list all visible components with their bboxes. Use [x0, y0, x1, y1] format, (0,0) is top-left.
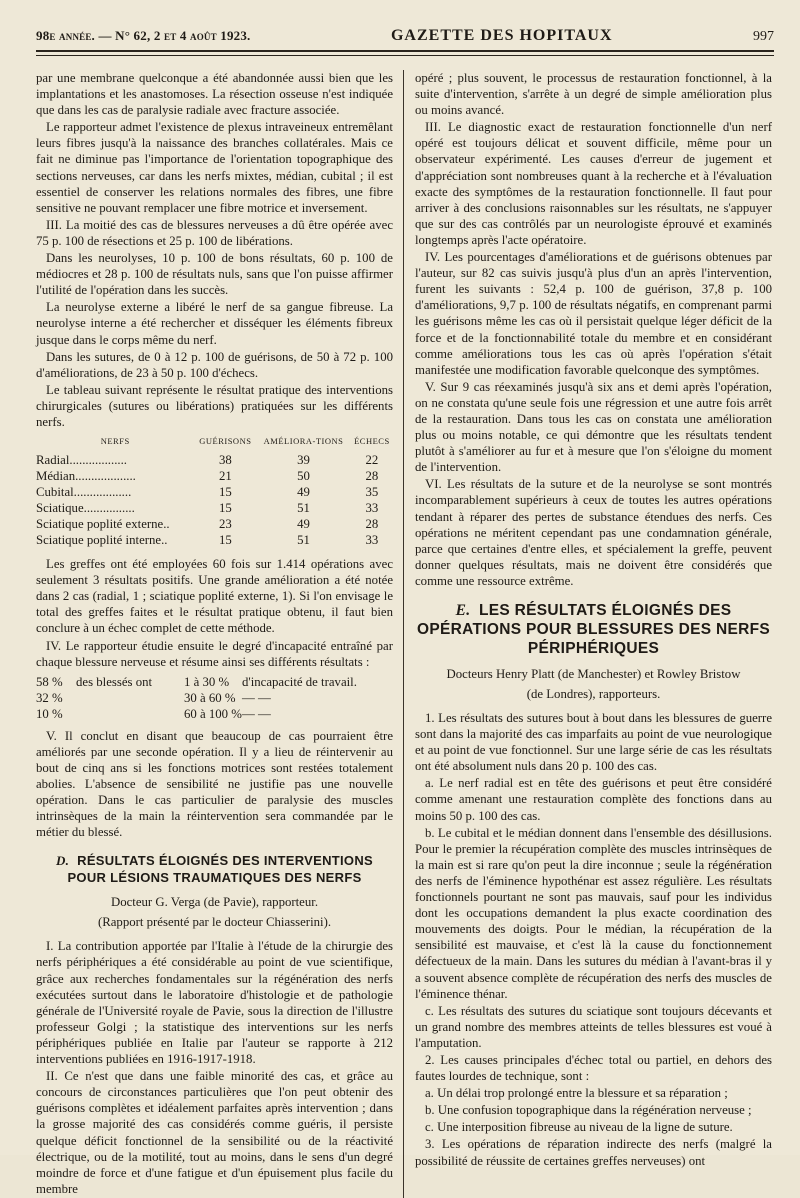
report-note: (Rapport présenté par le docteur Chiasserini). [97, 915, 332, 930]
cell: 33 [365, 501, 379, 516]
paragraph: 2. Les causes principales d'échec total ou partiel, en dehors des fautes lourdes de technique, sont : [415, 1052, 772, 1084]
paragraph: a. Un délai trop prolongé entre la blessure et sa réparation ; [425, 1086, 728, 1101]
column-header: AMÉLIORA-TIONS [263, 436, 344, 447]
cell: 35 [365, 485, 379, 500]
table-row [36, 500, 393, 516]
paragraph: par une membrane quelconque a été abandonnée aussi bien que les implantations et les anastomoses. La résection osseuse n'est indiquée que dans les cas de paralysie radiale avec fracture associée. [36, 71, 393, 118]
rapporteur-byline: Docteur G. Verga (de Pavie), rapporteur. [110, 895, 319, 910]
paragraph: Dans les neurolyses, 10 p. 100 de bons résultats, 60 p. 100 de médiocres et 28 p. 100 de résultats nuls, sans que l'on puisse affirmer l'utilité de l'opération dans les succès. [36, 251, 393, 298]
paragraph: Le tableau suivant représente le résultat pratique des interventions chirurgicales (sutures ou libérations) pratiquées sur les différents nerfs. [36, 382, 393, 429]
paragraph: III. La moitié des cas de blessures nerveuses a dû être opérée avec 75 p. 100 de résections et 25 p. 100 de libérations. [36, 217, 393, 248]
paragraph: Dans les sutures, de 0 à 12 p. 100 de guérisons, de 50 à 72 p. 100 d'améliorations, de 23 à 50 p. 100 d'échecs. [36, 349, 393, 380]
nerve-cell: Médian................... [36, 469, 136, 484]
cell: 49 [297, 485, 310, 500]
cell: 50 [297, 469, 310, 484]
table-row [36, 532, 393, 548]
cell: 15 [218, 485, 232, 500]
column-header: ÉCHECS [354, 436, 390, 447]
table-header-row [36, 434, 393, 452]
right-column [404, 70, 772, 1198]
label: des blessés ont [76, 674, 153, 689]
section-letter: D. [55, 853, 70, 869]
cell: 39 [297, 453, 310, 468]
section-heading [415, 601, 772, 658]
cell: 49 [297, 517, 310, 532]
paragraph: V. Il conclut en disant que beaucoup de cas pourraient être améliorés par une seconde opération. Il y a lieu de réintervenir au bout de cinq ans si les fonctions motrices sont restées totalement abolies. L'absence de sensibilité ne justifie pas une nouvelle opération. Dans le cas particulier de paralysie des muscles intrinsèques de la main la réintervention sera commandée par le métier du blessé. [36, 728, 393, 840]
section-title: LES RÉSULTATS ÉLOIGNÉS DES OPÉRATIONS POUR BLESSURES DES NERFS PÉRIPHÉRIQUES [417, 602, 770, 657]
two-column-body [36, 70, 774, 1198]
label [76, 690, 184, 706]
incapacity-row [36, 706, 393, 722]
cell: 23 [218, 517, 232, 532]
range: 60 à 100 % [184, 706, 242, 721]
column-header: NERFS [100, 436, 130, 447]
paragraph: c. Les résultats des sutures du sciatique sont toujours décevants et un grand nombre des membres atteints de telles blessures est voué à l'amputation. [415, 1003, 772, 1050]
paragraph: c. Une interposition fibreuse au niveau de la ligne de suture. [425, 1120, 733, 1135]
percent: 32 % [36, 690, 63, 705]
results-table [36, 434, 393, 548]
paragraph: b. Le cubital et le médian donnent dans l'ensemble des désillusions. Pour le premier la récupération complète des muscles intrinsèques de la main est si rare qu'on peut la dire inconnue ; seule la régénération des nerfs de l'éminence hypothénar est assez régulière. Les résultats fonctionnels pourtant ne sont pas mauvais, sauf pour les individus dont les occupations demandent la plus exacte coordination des mouvements des doigts. Pour le médian, la récupération de la sensibilité est mauvaise, et c'est là la cause du fonctionnement défectueux de la main. Dans les sutures du médian à l'avant-bras il y a souvent absence complète de récupération des nerfs des muscles de l'éminence thénar. [415, 825, 772, 1001]
nerve-cell: Sciatique................ [36, 501, 135, 516]
label: — — [242, 690, 271, 705]
paragraph: b. Une confusion topographique dans la régénération nerveuse ; [425, 1103, 752, 1118]
paragraph: IV. Les pourcentages d'améliorations et de guérisons obtenues par l'auteur, sur 82 cas suivis jusqu'à plus d'un an après l'intervention, furent les suivants : 52,4 p. 100 de guérison, 37,8 p. 100 d'améliorations, 9,7 p. 100 de résultats négatifs, en comprenant parmi les guérisons même les cas où il persistait quelque léger déficit de la force et de la fonctionnabilité totale du membre et en considérant comme améliorations tous les cas où après l'opération s'était manifestée une modification favorable quelconque des symptômes. [415, 250, 772, 377]
rapporteur-byline: Docteurs Henry Platt (de Manchester) et Rowley Bristow [446, 667, 741, 681]
page-number: 997 [752, 29, 774, 44]
journal-title: GAZETTE DES HOPITAUX [390, 27, 613, 44]
nerve-cell: Sciatique poplité externe.. [36, 517, 170, 532]
paragraph: IV. Le rapporteur étudie ensuite le degré d'incapacité entraîné par chaque blessure nerveuse et résume ainsi ses différents résultats : [36, 638, 393, 669]
table-row [36, 484, 393, 500]
cell: 22 [365, 453, 379, 468]
cell: 28 [365, 517, 379, 532]
paragraph: Le rapporteur admet l'existence de plexus intraveineux entremêlant leurs fibres jusqu'à la naissance des branches collatérales. Mais ce fait ne diminue pas l'importance de l'orientation topographique des sections nerveuses, car dans les nerfs mixtes, médian, cubital ; il est essentiel de conserver les relations normales des fibres, une fibre sensitive ne pouvant remplacer une fibre motrice et inversement. [36, 120, 393, 215]
left-column [36, 70, 404, 1198]
cell: 15 [218, 501, 232, 516]
report-note: (de Londres), rapporteurs. [526, 687, 661, 701]
table-row [36, 468, 393, 484]
paragraph: 1. Les résultats des sutures bout à bout dans les blessures de guerre sont dans la majorité des cas imparfaits au point de vue neurologique et au point de vue fonctionnel. Sur une large série de cas les résultats ont été absolument nuls dans 20 p. 100 des cas. [415, 711, 772, 774]
cell: 51 [297, 533, 310, 548]
paragraph: Les greffes ont été employées 60 fois sur 1.414 opérations avec seulement 3 résultats positifs. Une grande amélioration a été notée dans 2 cas (radial, 1 ; sciatique poplité externe, 1). Si l'on envisage le total des greffes faites et le résultat pratique obtenu, il faut bien conclure à un échec complet de cette méthode. [36, 557, 393, 636]
nerve-cell: Radial.................. [36, 453, 127, 468]
cell: 33 [365, 533, 379, 548]
label: d'incapacité de travail. [242, 674, 357, 689]
section-heading [36, 852, 393, 886]
cell: 38 [218, 453, 232, 468]
paragraph: I. La contribution apportée par l'Italie à l'étude de la chirurgie des nerfs périphériques a été considérable au point de vue scientifique, grâce aux recherches fondamentales sur la régénération des nerfs exécutées surtout dans le laboratoire d'histologie et de pathologie générale de l'Université royale de Pavie, sous la direction de l'illustre professeur Golgi ; la statistique des interventions sur les nerfs périphériques publiée en Italie par l'auteur se rapporte à 212 interventions publiées en 1916-1917-1918. [36, 939, 393, 1067]
section-title: RÉSULTATS ÉLOIGNÉS DES INTERVENTIONS POUR LÉSIONS TRAUMATIQUES DES NERFS [67, 853, 374, 886]
label [76, 706, 184, 722]
issue-info: 98e année. — N° 62, 2 et 4 août 1923. [36, 28, 251, 43]
page-header [36, 14, 774, 52]
paragraph: a. Le nerf radial est en tête des guérisons et peut être considéré comme amenant une restauration complète des fonctions dans au moins 50 p. 100 des cas. [415, 776, 772, 823]
range: 1 à 30 % [184, 674, 230, 689]
paragraph: 3. Les opérations de réparation indirecte des nerfs (malgré la possibilité de réussite de certaines greffes nerveuses) ont [415, 1137, 772, 1168]
table-row [36, 516, 393, 532]
table-row [36, 452, 393, 468]
paragraph: VI. Les résultats de la suture et de la neurolyse se sont montrés incomparablement supérieurs à ceux de toutes les autres opérations tendant à réparer des pertes de substance étendues des nerfs. Ces opérations ne méritent cependant pas une condamnation générale, parce que certaines d'entre elles, et spécialement la greffe, peuvent donner quelques résultats, mais ne doivent être considérés que comme une ressource extrême. [415, 477, 772, 588]
nerve-cell: Sciatique poplité interne.. [36, 533, 168, 548]
cell: 15 [218, 533, 232, 548]
paragraph: opéré ; plus souvent, le processus de restauration fonctionnel, à la suite d'intervention, s'arrête à un degré de simple amélioration plus ou moins avancé. [415, 71, 772, 118]
incapacity-list [36, 674, 393, 722]
section-letter: E. [455, 602, 471, 619]
cell: 21 [218, 469, 232, 484]
range: 30 à 60 % [184, 690, 236, 705]
paragraph: V. Sur 9 cas réexaminés jusqu'à six ans et demi après l'opération, on ne constata qu'une seule fois une régression et une autre fois arrêt de la restauration. Dans tous les cas on constata une amélioration plus ou moins notable, ce qui démontre que les résultats tendent plutôt à s'améliorer au fur et à mesure que l'on s'éloigne du moment de l'intervention. [415, 379, 772, 475]
incapacity-row [36, 674, 393, 690]
paragraph: La neurolyse externe a libéré le nerf de sa gangue fibreuse. La neurolyse interne a été rechercher et disséquer les éléments fibreux jusque dans le corps même du nerf. [36, 300, 393, 347]
incapacity-row [36, 690, 393, 706]
cell: 28 [365, 469, 379, 484]
paragraph: II. Ce n'est que dans une faible minorité des cas, et grâce au concours de circonstances particulières que l'on peut obtenir des guérisons complètes et idéalement parfaites après intervention ; dans la grosse majorité des cas considérés comme guéris, il persiste quelque déficit fonctionnel de la sensibilité ou de la réactivité électrique, ou de la motilité, tout au moins, dans le sens d'un degré moindre de force et d'une fatigue et d'un épuisement plus facile du membre [36, 1069, 393, 1196]
percent: 10 % [36, 706, 63, 721]
percent: 58 % [36, 674, 63, 689]
label: — — [242, 706, 271, 721]
column-header: GUÉRISONS [199, 436, 252, 447]
cell: 51 [297, 501, 310, 516]
nerve-cell: Cubital.................. [36, 485, 132, 500]
paragraph: III. Le diagnostic exact de restauration fonctionnelle d'un nerf opéré est toujours délicat et souvent difficile, même pour un observateur expérimenté. Les causes d'erreur de jugement et d'appréciation sont nombreuses quant à la recherche et à l'évaluation exacte des symptômes de la restauration fonctionnelle. Il faut pour arriver à des conclusions raisonnables sur les résultats, ne s'appuyer que sur des cas contrôlés par un neurologiste éprouvé et examinés longtemps après l'acte opératoire. [415, 120, 772, 247]
